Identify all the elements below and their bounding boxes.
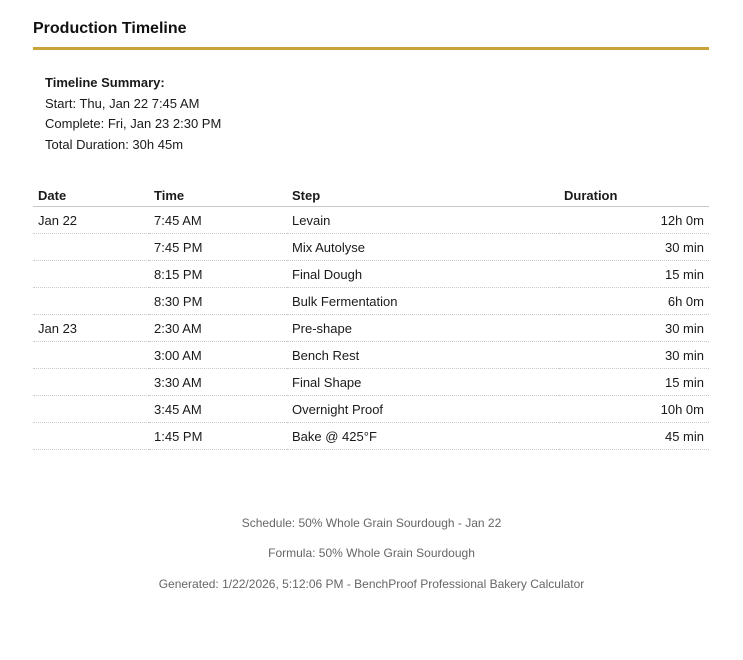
row-step: Bulk Fermentation <box>287 288 559 315</box>
row-date <box>33 234 149 261</box>
row-step: Mix Autolyse <box>287 234 559 261</box>
row-duration: 45 min <box>559 423 709 450</box>
row-step: Final Dough <box>287 261 559 288</box>
timeline-table <box>33 184 709 450</box>
table-row <box>33 423 709 450</box>
table-row <box>33 261 709 288</box>
title-divider <box>33 47 709 50</box>
timeline-summary <box>45 73 221 155</box>
row-duration: 15 min <box>559 369 709 396</box>
footer-schedule: Schedule: 50% Whole Grain Sourdough - Jan 22 <box>241 516 502 530</box>
row-time: 7:45 PM <box>149 234 287 261</box>
row-date <box>33 261 149 288</box>
row-date: Jan 23 <box>33 315 149 342</box>
row-duration: 30 min <box>559 234 709 261</box>
row-time: 3:45 AM <box>149 396 287 423</box>
row-date <box>33 342 149 369</box>
footer-generated: Generated: 1/22/2026, 5:12:06 PM - BenchProof Professional Bakery Calculator <box>158 577 585 591</box>
row-time: 7:45 AM <box>149 207 287 234</box>
row-time: 2:30 AM <box>149 315 287 342</box>
row-date <box>33 288 149 315</box>
table-row <box>33 369 709 396</box>
row-time: 8:30 PM <box>149 288 287 315</box>
row-time: 3:00 AM <box>149 342 287 369</box>
table-row <box>33 207 709 234</box>
summary-complete: Complete: Fri, Jan 23 2:30 PM <box>45 116 222 131</box>
row-time: 8:15 PM <box>149 261 287 288</box>
row-step: Final Shape <box>287 369 559 396</box>
summary-start: Start: Thu, Jan 22 7:45 AM <box>45 95 200 111</box>
row-duration: 10h 0m <box>559 396 709 423</box>
row-duration: 6h 0m <box>559 288 709 315</box>
row-duration: 30 min <box>559 315 709 342</box>
summary-total-duration: Total Duration: 30h 45m <box>45 136 184 152</box>
row-date: Jan 22 <box>33 207 149 234</box>
row-step: Pre-shape <box>287 315 559 342</box>
row-date <box>33 369 149 396</box>
table-row <box>33 342 709 369</box>
table-row <box>33 396 709 423</box>
row-time: 1:45 PM <box>149 423 287 450</box>
row-duration: 12h 0m <box>559 207 709 234</box>
table-row <box>33 315 709 342</box>
column-header-step: Step <box>287 184 559 207</box>
row-time: 3:30 AM <box>149 369 287 396</box>
row-date <box>33 396 149 423</box>
row-duration: 15 min <box>559 261 709 288</box>
row-step: Bench Rest <box>287 342 559 369</box>
row-step: Bake @ 425°F <box>287 423 559 450</box>
footer-formula: Formula: 50% Whole Grain Sourdough <box>268 546 475 560</box>
row-step: Overnight Proof <box>287 396 559 423</box>
table-row <box>33 234 709 261</box>
row-duration: 30 min <box>559 342 709 369</box>
table-row <box>33 288 709 315</box>
table-header-row <box>33 184 709 207</box>
row-step: Levain <box>287 207 559 234</box>
column-header-time: Time <box>149 184 287 207</box>
column-header-date: Date <box>33 184 149 207</box>
column-header-duration: Duration <box>559 184 709 207</box>
page-title: Production Timeline <box>33 20 187 37</box>
row-date <box>33 423 149 450</box>
summary-heading: Timeline Summary: <box>45 75 165 90</box>
